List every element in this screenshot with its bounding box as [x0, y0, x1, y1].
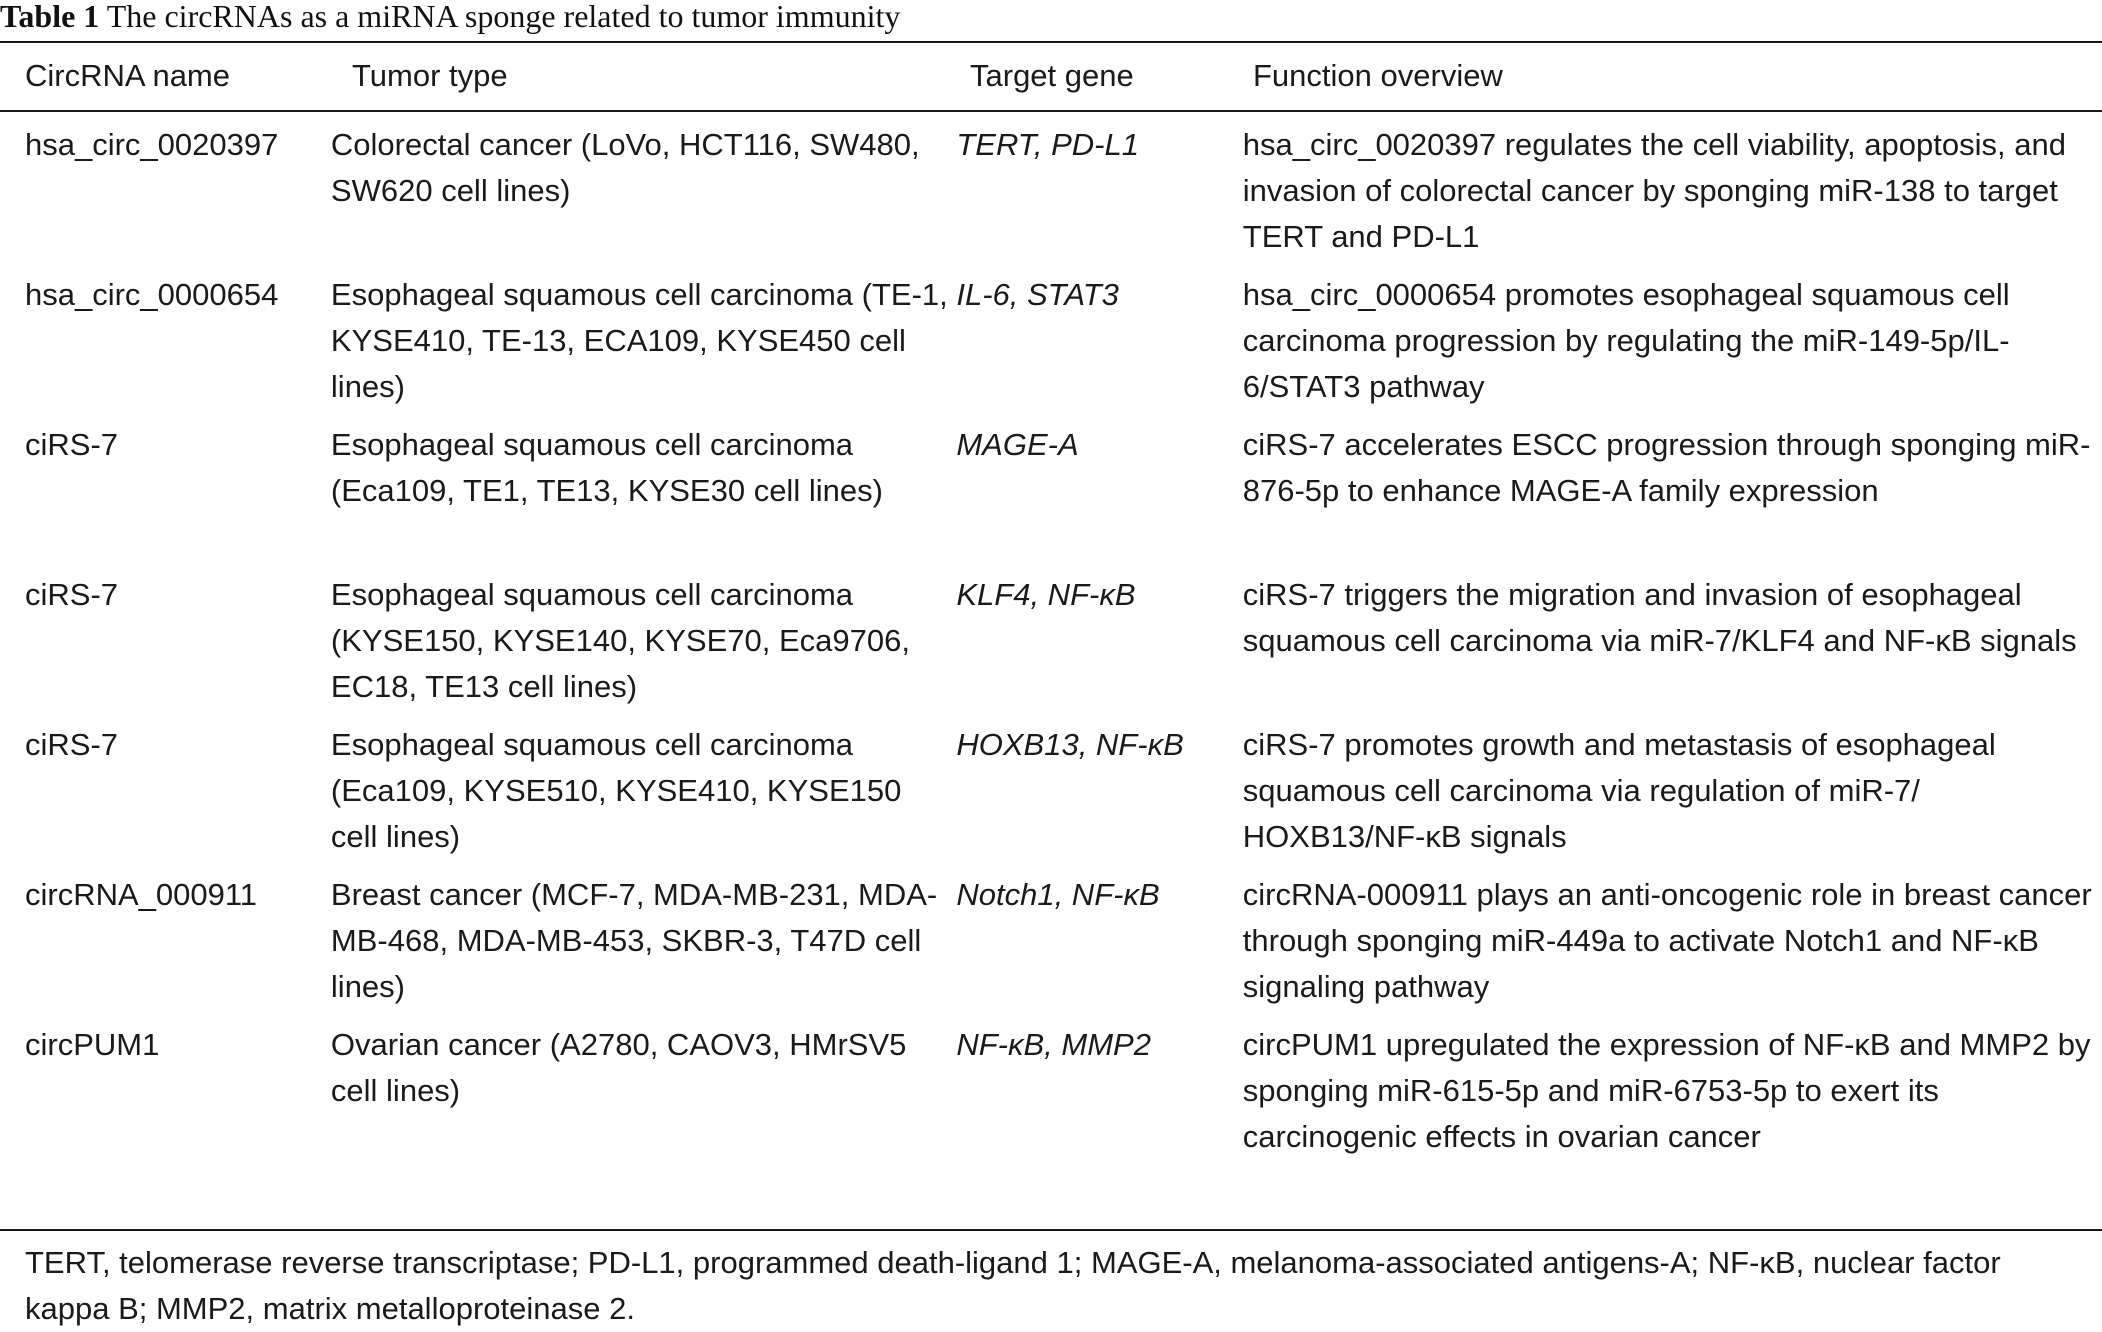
table-caption-text: The circRNAs as a miRNA sponge related to tumor immunity	[99, 0, 901, 34]
cell-circrna-name: hsa_circ_0000654	[25, 277, 279, 312]
header-function-overview: Function overview	[1253, 58, 1503, 93]
table-row	[0, 862, 2102, 1012]
cell-tumor-type: Breast cancer (MCF-7, MDA-MB-231, MDA-MB-468, MDA-MB-453, SKBR-3, T47D cell lines)	[330, 877, 938, 1004]
cell-function-overview: ciRS-7 promotes growth and metastasis of esophageal squamous cell carcinoma via regulation of miR-7/ HOXB13/NF-κB signals	[1242, 727, 1996, 854]
cell-function-overview: ciRS-7 triggers the migration and invasion of esophageal squamous cell carcinoma via miR-7/KLF4 and NF-κB signals	[1242, 577, 2077, 658]
circrna-table	[0, 112, 2102, 1168]
cell-target-gene: Notch1, NF-κB	[956, 877, 1160, 912]
cell-function-overview: circRNA-000911 plays an anti-oncogenic role in breast cancer through sponging miR-449a to activate Notch1 and NF-κB signaling pathway	[1242, 877, 2092, 1004]
cell-target-gene: HOXB13, NF-κB	[956, 727, 1184, 762]
cell-circrna-name: ciRS-7	[25, 427, 119, 462]
table-row	[0, 262, 2102, 412]
table-bottom-rule	[0, 1229, 2102, 1231]
table-row	[0, 1012, 2102, 1168]
cell-circrna-name: circRNA_000911	[25, 877, 258, 912]
table-caption-label: Table 1	[0, 0, 100, 34]
table-header	[0, 43, 2102, 109]
cell-target-gene: NF-κB, MMP2	[956, 1027, 1151, 1062]
cell-function-overview: hsa_circ_0020397 regulates the cell viability, apoptosis, and invasion of colorectal cancer by sponging miR-138 to target TERT and PD-L1	[1242, 127, 2066, 254]
cell-tumor-type: Esophageal squamous cell carcinoma (Eca109, KYSE510, KYSE410, KYSE150 cell lines)	[330, 727, 902, 854]
cell-target-gene: MAGE-A	[956, 427, 1079, 462]
cell-circrna-name: ciRS-7	[25, 577, 119, 612]
cell-tumor-type: Esophageal squamous cell carcinoma (Eca109, TE1, TE13, KYSE30 cell lines)	[330, 427, 883, 508]
cell-tumor-type: Ovarian cancer (A2780, CAOV3, HMrSV5 cell lines)	[330, 1027, 907, 1108]
header-circrna-name: CircRNA name	[25, 58, 230, 93]
header-target-gene: Target gene	[970, 58, 1134, 93]
cell-tumor-type: Esophageal squamous cell carcinoma (KYSE150, KYSE140, KYSE70, Eca9706, EC18, TE13 cell lines)	[330, 577, 910, 704]
cell-target-gene: KLF4, NF-κB	[956, 577, 1136, 612]
table-row	[0, 562, 2102, 712]
header-tumor-type: Tumor type	[352, 58, 508, 93]
cell-circrna-name: hsa_circ_0020397	[25, 127, 279, 162]
table-caption	[0, 0, 900, 40]
cell-function-overview: hsa_circ_0000654 promotes esophageal squamous cell carcinoma progression by regulating the miR-149-5p/IL-6/STAT3 pathway	[1242, 277, 2010, 404]
table-row	[0, 112, 2102, 262]
cell-target-gene: TERT, PD-L1	[956, 127, 1139, 162]
cell-tumor-type: Colorectal cancer (LoVo, HCT116, SW480, SW620 cell lines)	[330, 127, 920, 208]
cell-circrna-name: circPUM1	[25, 1027, 160, 1062]
cell-circrna-name: ciRS-7	[25, 727, 119, 762]
cell-function-overview: ciRS-7 accelerates ESCC progression through sponging miR-876-5p to enhance MAGE-A family expression	[1242, 427, 2091, 508]
table-footnote: TERT, telomerase reverse transcriptase; PD-L1, programmed death-ligand 1; MAGE-A, melanoma-associated antigens-A; NF-κB, nuclear factor kappa B; MMP2, matrix metalloproteinase 2.	[25, 1245, 2001, 1326]
table-row	[0, 712, 2102, 862]
cell-target-gene: IL-6, STAT3	[956, 277, 1119, 312]
table-row	[0, 412, 2102, 562]
cell-function-overview: circPUM1 upregulated the expression of NF-κB and MMP2 by sponging miR-615-5p and miR-6753-5p to exert its carcinogenic effects in ovarian cancer	[1242, 1027, 2091, 1154]
cell-tumor-type: Esophageal squamous cell carcinoma (TE-1, KYSE410, TE-13, ECA109, KYSE450 cell lines)	[330, 277, 948, 404]
